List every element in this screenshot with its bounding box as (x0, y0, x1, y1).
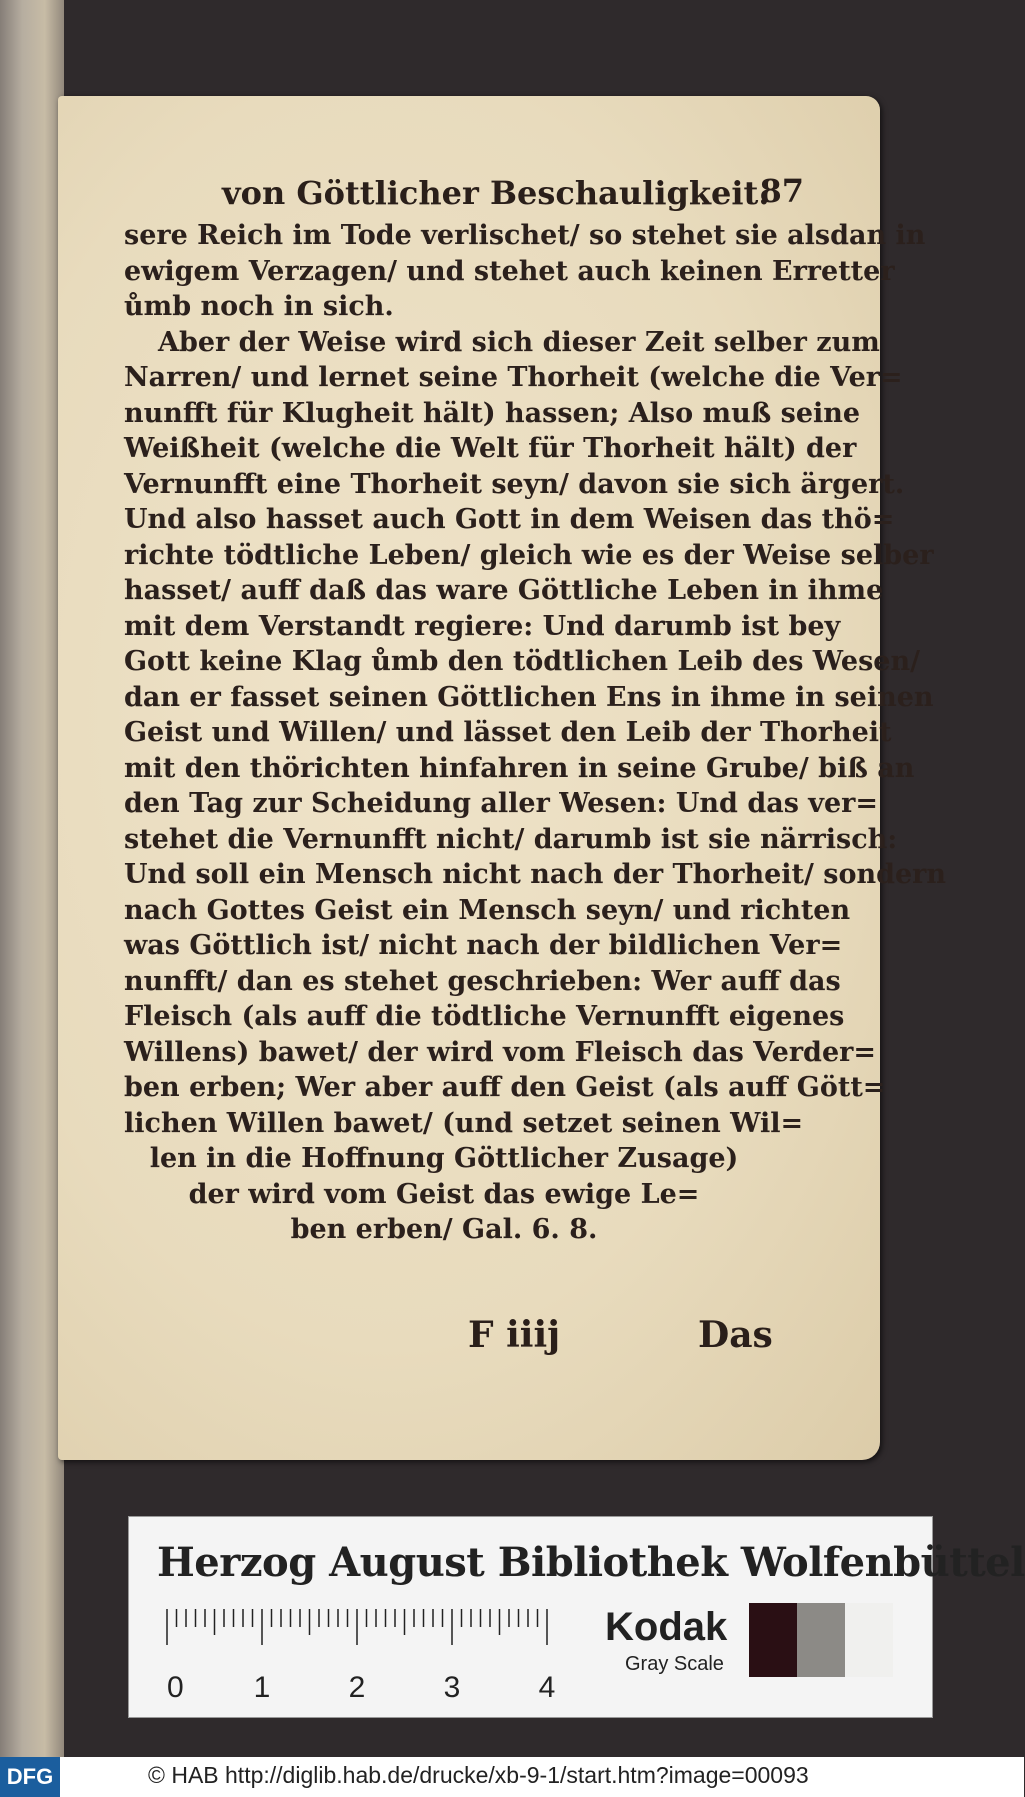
page-body-text (124, 218, 947, 1248)
text-line: len in die Hoffnung Göttlicher Zusage) (149, 1143, 739, 1174)
text-line: richte tödtliche Leben/ gleich wie es der Weise selber (124, 539, 934, 571)
gray-patch (845, 1603, 893, 1677)
gray-patches (749, 1603, 893, 1677)
ruler-label: 2 (348, 1671, 366, 1704)
color-reference-card (128, 1516, 1025, 1718)
running-title: von Göttlicher Beschauligkeit. (222, 174, 770, 212)
gray-patch (749, 1603, 797, 1677)
text-line: Und soll ein Mensch nicht nach der Thorheit/ sondern (124, 859, 947, 890)
text-line: nunfft für Klugheit hält) hassen; Also muß seine (124, 397, 861, 429)
text-line: Willens) bawet/ der wird vom Fleisch das Verder= (124, 1036, 876, 1068)
text-line: dan er fasset seinen Göttlichen Ens in ihme in seinen (124, 681, 934, 713)
text-line: was Göttlich ist/ nicht nach der bildlichen Ver= (124, 930, 843, 961)
dfg-logo: DFG (0, 1757, 60, 1797)
page-number: 87 (759, 172, 804, 210)
text-line: ewigem Verzagen/ und stehet auch keinen Erretter (124, 255, 895, 287)
text-line: den Tag zur Scheidung aller Wesen: Und das ver= (124, 788, 879, 819)
text-line: mit dem Verstandt regiere: Und darumb ist bey (124, 610, 841, 642)
text-line: Gott keine Klag ůmb den tödtlichen Leib des Wesen/ (124, 646, 920, 677)
library-name: Herzog August Bibliothek Wolfenbüttel (157, 1539, 1025, 1586)
book-page (58, 96, 947, 1460)
text-line: hasset/ auff daß das ware Göttliche Leben in ihme (124, 575, 884, 606)
previous-page-edge (0, 0, 64, 1797)
ruler-label: 1 (253, 1671, 271, 1704)
text-line: lichen Willen bawet/ (und setzet seinen Wil= (124, 1107, 804, 1139)
ruler-label: 4 (538, 1671, 556, 1704)
text-line: Weißheit (welche die Welt für Thorheit hält) der (124, 433, 857, 464)
running-header (164, 168, 824, 218)
ruler-label: 3 (443, 1671, 461, 1704)
text-line: Und also hasset auch Gott in dem Weisen das thö= (124, 504, 895, 535)
kodak-logo: Kodak (605, 1605, 728, 1649)
copyright-link[interactable]: © HAB http://diglib.hab.de/drucke/xb-9-1/start.htm?image=00093 (148, 1762, 809, 1788)
text-line: sere Reich im Tode verlischet/ so stehet sie alsdan in (124, 220, 926, 251)
catchword: Das (698, 1314, 773, 1356)
text-line: der wird vom Geist das ewige Le= (188, 1178, 700, 1210)
text-line: ben erben; Wer aber auff den Geist (als auff Gött= (124, 1072, 886, 1103)
text-line: stehet die Vernunfft nicht/ darumb ist sie närrisch: (124, 823, 898, 855)
signature-mark: F iiij (468, 1314, 561, 1356)
text-line: ůmb noch in sich. (124, 291, 394, 322)
gray-patch (797, 1603, 845, 1677)
text-line: mit den thörichten hinfahren in seine Grube/ biß an (124, 752, 915, 784)
text-line: Geist und Willen/ und lässet den Leib der Thorheit (124, 717, 892, 748)
text-line: Vernunfft eine Thorheit seyn/ davon sie sich ärgert. (124, 468, 905, 500)
text-line: ben erben/ Gal. 6. 8. (290, 1214, 598, 1245)
text-line: Fleisch (als auff die tödtliche Vernunfft eigenes (124, 1001, 845, 1032)
ruler-label: 0 (167, 1671, 184, 1704)
text-line: nach Gottes Geist ein Mensch seyn/ und richten (124, 894, 851, 926)
text-line: Narren/ und lernet seine Thorheit (welche die Ver= (124, 362, 903, 393)
text-line: nunfft/ dan es stehet geschrieben: Wer auff das (124, 965, 841, 997)
gray-scale-label: Gray Scale (625, 1653, 724, 1675)
text-line: Aber der Weise wird sich dieser Zeit selber zum (158, 326, 880, 358)
ruler-scale (159, 1609, 569, 1709)
